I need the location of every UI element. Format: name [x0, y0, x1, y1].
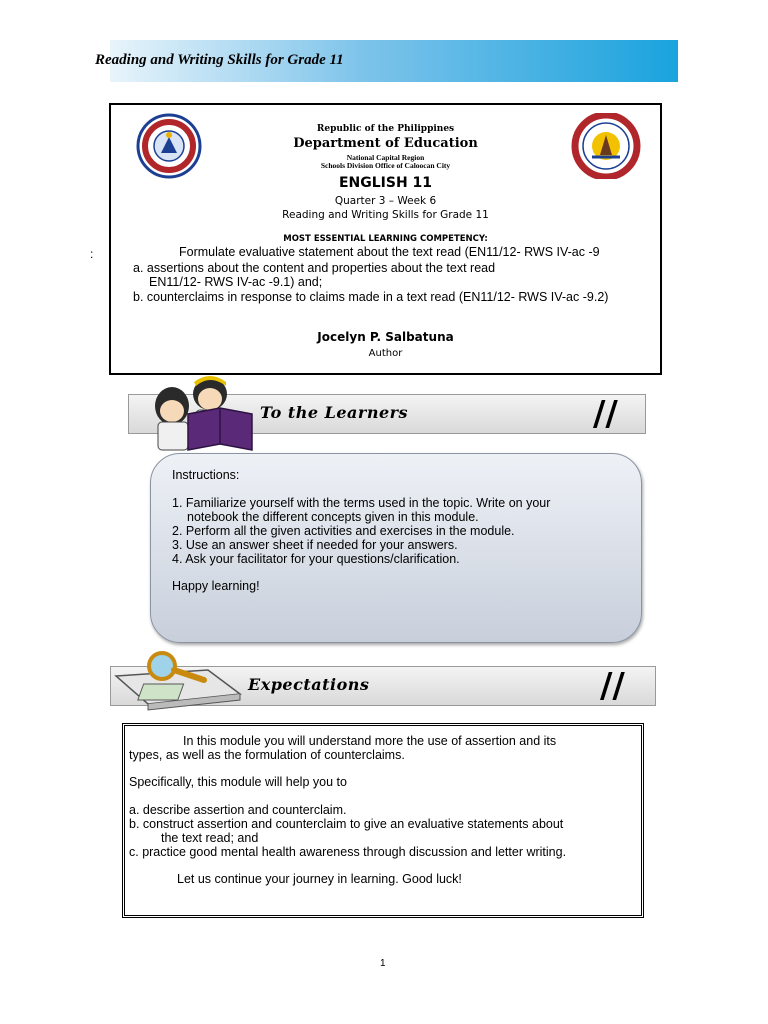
- expectation-item-b-cont: the text read; and: [161, 831, 259, 845]
- instructions-closing: Happy learning!: [172, 579, 260, 593]
- quarter-line: Quarter 3 – Week 6: [334, 195, 437, 207]
- course-line: Reading and Writing Skills for Grade 11: [282, 209, 489, 221]
- expectations-intro-cont: types, as well as the formulation of counterclaims.: [129, 748, 405, 762]
- expectations-specifically: Specifically, this module will help you to: [129, 775, 347, 789]
- expectations-closing: Let us continue your journey in learning. Good luck!: [177, 872, 462, 886]
- expectations-box: [122, 723, 644, 918]
- instruction-item: 1. Familiarize yourself with the terms used in the topic. Write on your: [172, 496, 551, 510]
- instruction-item: 2. Perform all the given activities and exercises in the module.: [172, 524, 515, 538]
- instruction-item: 4. Ask your facilitator for your questions/clarification.: [172, 552, 460, 566]
- expectation-item-c: c. practice good mental health awareness through discussion and letter writing.: [129, 845, 567, 859]
- header-title: Reading and Writing Skills for Grade 11: [95, 52, 344, 68]
- expectations-intro: In this module you will understand more the use of assertion and its: [183, 734, 557, 748]
- melc-item-a: a. assertions about the content and properties about the text read: [133, 261, 496, 275]
- instructions-label: Instructions:: [172, 468, 240, 482]
- learners-banner-slash: //: [593, 394, 618, 434]
- melc-item-a-code: EN11/12- RWS IV-ac -9.1) and;: [149, 275, 323, 289]
- expectations-banner-title: Expectations: [248, 675, 370, 694]
- expectations-banner-slash: //: [600, 666, 625, 706]
- expectation-item-b: b. construct assertion and counterclaim to give an evaluative statements about: [129, 817, 564, 831]
- expectation-item-a: a. describe assertion and counterclaim.: [129, 803, 347, 817]
- department-line: Department of Education: [293, 136, 478, 151]
- stray-mark: :: [90, 247, 94, 261]
- instruction-item: notebook the different concepts given in this module.: [187, 510, 479, 524]
- author-name: Jocelyn P. Salbatuna: [317, 330, 454, 344]
- subject-title: ENGLISH 11: [338, 175, 433, 191]
- melc-main: Formulate evaluative statement about the text read (EN11/12- RWS IV-ac -9: [179, 245, 600, 259]
- author-label: Author: [368, 348, 403, 359]
- students-reading-icon: [138, 372, 258, 454]
- melc-item-b: b. counterclaims in response to claims made in a text read (EN11/12- RWS IV-ac -9.2): [133, 290, 609, 304]
- region-line: National Capital Region: [346, 153, 425, 162]
- cover-box: [109, 103, 662, 375]
- republic-line: Republic of the Philippines: [316, 124, 455, 134]
- instruction-item: 3. Use an answer sheet if needed for your answers.: [172, 538, 458, 552]
- melc-heading: MOST ESSENTIAL LEARNING COMPETENCY:: [283, 234, 488, 244]
- instructions-panel: [150, 453, 642, 643]
- learners-banner-title: To the Learners: [260, 403, 409, 422]
- page-number: 1: [380, 958, 386, 969]
- division-line: Schools Division Office of Caloocan City: [320, 161, 451, 170]
- magnifier-document-icon: [108, 650, 248, 718]
